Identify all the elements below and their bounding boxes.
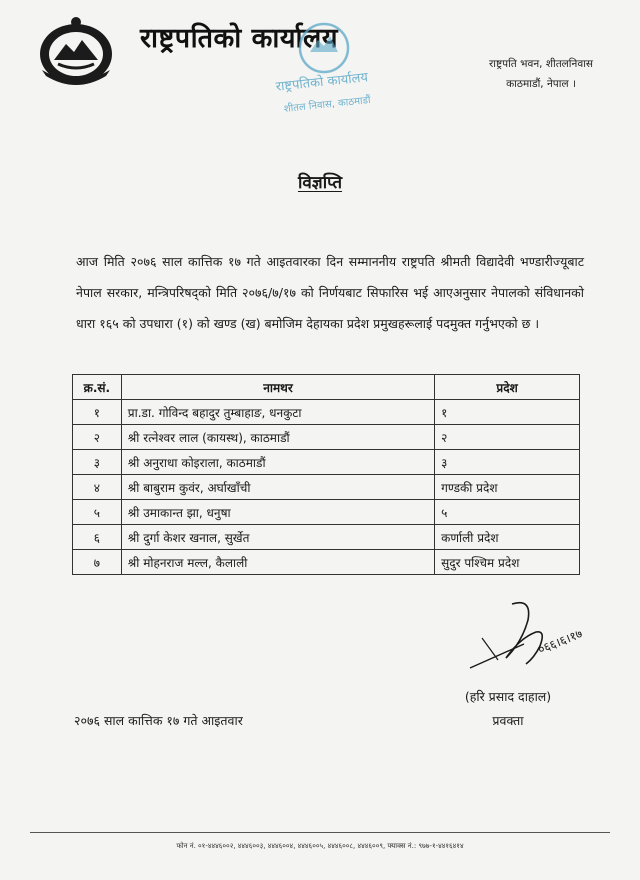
- table-row: [73, 425, 580, 450]
- notice-title-text: विज्ञप्ति: [297, 173, 343, 193]
- table-row: [73, 500, 580, 525]
- table-row: [73, 400, 580, 425]
- signature-date: ०६६।६।१७: [535, 626, 585, 657]
- column-header-province: प्रदेश: [435, 375, 580, 400]
- cell-province: गण्डकी प्रदेश: [435, 475, 580, 500]
- cell-province: १: [435, 400, 580, 425]
- cell-name: श्री मोहनराज मल्ल, कैलाली: [121, 550, 434, 575]
- column-header-name: नामथर: [121, 375, 434, 400]
- cell-sn: ६: [73, 525, 122, 550]
- notice-body: आज मिति २०७६ साल कात्तिक १७ गते आइतवारका दिन सम्माननीय राष्ट्रपति श्रीमती विद्यादेवी भण्डारीज्यूबाट नेपाल सरकार, मन्त्रिपरिषद्को मिति २०७६/७/१७ को निर्णयबाट सिफारिस भई आएअनुसार नेपालको संविधानको धारा १६५ को उपधारा (१) को खण्ड (ख) बमोजिम देहायका प्रदेश प्रमुखहरूलाई पदमुक्त गर्नुभएको छ ।: [76, 254, 584, 331]
- cell-name: प्रा.डा. गोविन्द बहादुर तुम्बाहाङ, धनकुटा: [121, 400, 434, 425]
- cell-province: ३: [435, 450, 580, 475]
- cell-province: कर्णाली प्रदेश: [435, 525, 580, 550]
- cell-sn: २: [73, 425, 122, 450]
- address-line-2: काठमाडौं, नेपाल ।: [506, 78, 576, 90]
- issue-date: २०७६ साल कात्तिक १७ गते आइतवार: [74, 713, 243, 728]
- cell-sn: ७: [73, 550, 122, 575]
- cell-sn: ५: [73, 500, 122, 525]
- table-row: [73, 450, 580, 475]
- column-header-sn: क्र.सं.: [73, 375, 122, 400]
- cell-sn: ४: [73, 475, 122, 500]
- cell-province: सुदुर पश्चिम प्रदेश: [435, 550, 580, 575]
- office-title: राष्ट्रपतिको कार्यालय: [140, 23, 338, 54]
- footer-contact: फोन नं. ०१-४४४६००२, ४४४६००३, ४४४६००४, ४४४६००५, ४४४६००८, ४४४६००९, फ्याक्स नं.: ९७७-१-४४१६४१४: [176, 842, 464, 850]
- footer-divider: [30, 832, 610, 833]
- signatory-name: (हरि प्रसाद दाहाल): [464, 689, 552, 704]
- cell-name: श्री उमाकान्त झा, धनुषा: [121, 500, 434, 525]
- cell-name: श्री रत्नेश्वर लाल (कायस्थ), काठमाडौं: [121, 425, 434, 450]
- signature-icon: [462, 598, 602, 678]
- address-line-1: राष्ट्रपति भवन, शीतलनिवास: [488, 58, 594, 70]
- cell-sn: १: [73, 400, 122, 425]
- cell-name: श्री बाबुराम कुवंर, अर्घाखाँची: [121, 475, 434, 500]
- nepal-emblem-icon: [36, 14, 116, 86]
- stamp-text-address: शीतल निवास, काठमाडौं: [283, 94, 372, 115]
- table-row: [73, 550, 580, 575]
- office-address: [466, 54, 616, 94]
- cell-sn: ३: [73, 450, 122, 475]
- cell-province: ५: [435, 500, 580, 525]
- cell-name: श्री अनुराधा कोइराला, काठमाडौं: [121, 450, 434, 475]
- table-row: [73, 525, 580, 550]
- table-row: [73, 475, 580, 500]
- table-header-row: [73, 375, 580, 400]
- notice-title: [0, 170, 640, 193]
- governors-table: [72, 374, 580, 575]
- signatory-title: प्रवक्ता: [492, 713, 524, 728]
- cell-province: २: [435, 425, 580, 450]
- office-stamp-icon: [262, 12, 392, 120]
- stamp-text-office: राष्ट्रपतिको कार्यालय: [275, 70, 369, 95]
- cell-name: श्री दुर्गा केशर खनाल, सुर्खेत: [121, 525, 434, 550]
